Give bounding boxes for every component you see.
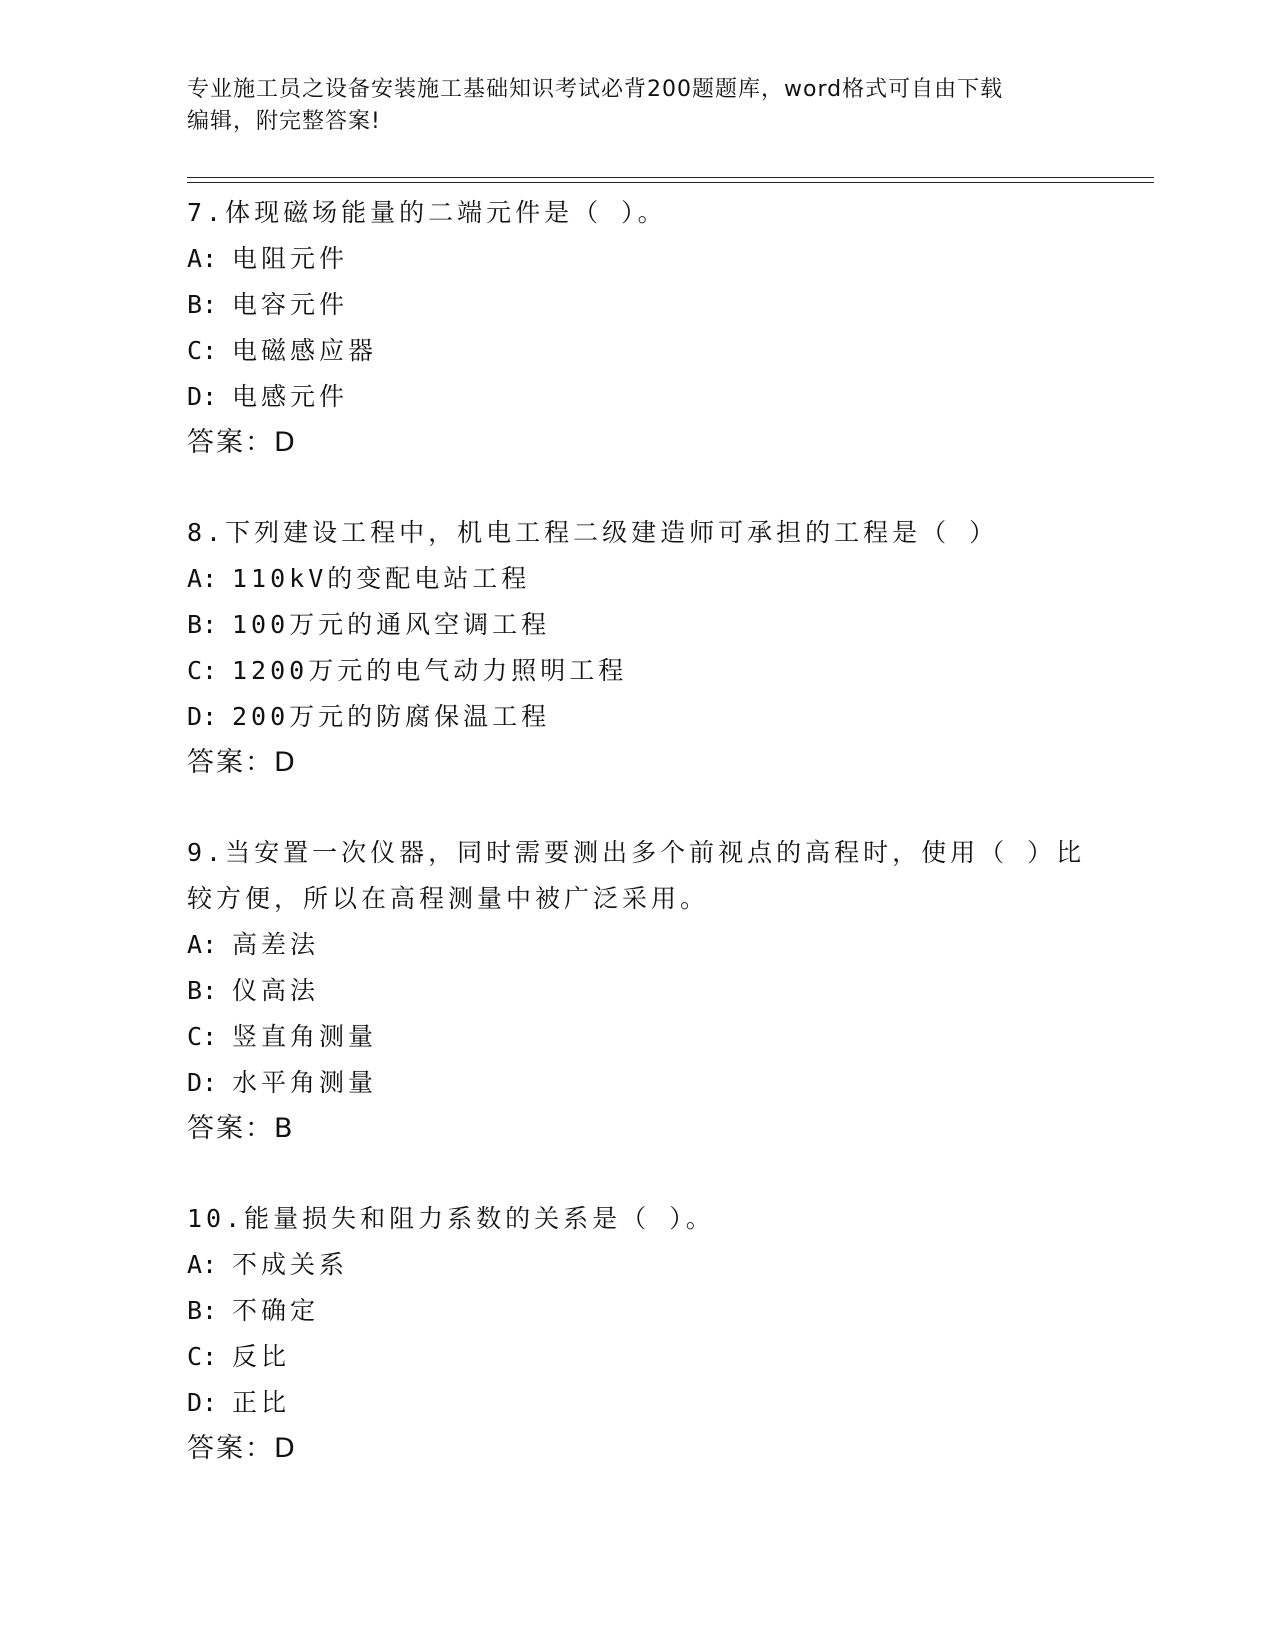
option-key: B: xyxy=(187,976,218,1005)
answer-line: 答案：D xyxy=(187,1433,297,1464)
question-8 xyxy=(187,510,1087,786)
option-d xyxy=(187,694,1087,740)
answer-line: 答案：D xyxy=(187,747,297,778)
option-text: 仪高法 xyxy=(232,976,320,1005)
answer-line: 答案：B xyxy=(187,1113,295,1144)
option-key: D: xyxy=(187,1068,218,1097)
option-text: 电阻元件 xyxy=(232,244,349,273)
option-d xyxy=(187,1060,1087,1106)
option-c xyxy=(187,1014,1087,1060)
question-stem: 9.当安置一次仪器，同时需要测出多个前视点的高程时，使用（ ）比较方便，所以在高程测量中被广泛采用。 xyxy=(187,838,1086,913)
option-text: 水平角测量 xyxy=(232,1068,378,1097)
option-c xyxy=(187,1334,1087,1380)
header-title-line-1: 专业施工员之设备安装施工基础知识考试必背200题题库，word格式可自由下载 xyxy=(187,77,1004,102)
option-c xyxy=(187,328,1087,374)
header-divider-bottom xyxy=(187,182,1154,183)
option-b xyxy=(187,1288,1087,1334)
option-key: D: xyxy=(187,382,218,411)
question-7 xyxy=(187,190,1087,466)
option-text: 电磁感应器 xyxy=(232,336,378,365)
option-text: 反比 xyxy=(232,1342,291,1371)
question-stem: 7.体现磁场能量的二端元件是（ ）。 xyxy=(187,198,667,227)
option-key: B: xyxy=(187,610,218,639)
question-list xyxy=(187,190,1087,1516)
option-text: 110kV的变配电站工程 xyxy=(232,564,531,593)
option-key: C: xyxy=(187,336,218,365)
option-key: D: xyxy=(187,1388,218,1417)
option-key: C: xyxy=(187,1022,218,1051)
document-header xyxy=(187,74,1067,138)
option-a xyxy=(187,236,1087,282)
option-text: 电感元件 xyxy=(232,382,349,411)
option-a xyxy=(187,1242,1087,1288)
header-title-line-2: 编辑，附完整答案! xyxy=(187,109,381,134)
option-d xyxy=(187,1380,1087,1426)
option-key: A: xyxy=(187,244,218,273)
option-key: A: xyxy=(187,564,218,593)
option-b xyxy=(187,968,1087,1014)
option-b xyxy=(187,282,1087,328)
option-text: 100万元的通风空调工程 xyxy=(232,610,551,639)
question-10 xyxy=(187,1196,1087,1472)
option-key: B: xyxy=(187,290,218,319)
option-key: B: xyxy=(187,1296,218,1325)
option-text: 不确定 xyxy=(232,1296,320,1325)
option-text: 200万元的防腐保温工程 xyxy=(232,702,551,731)
option-b xyxy=(187,602,1087,648)
option-key: C: xyxy=(187,1342,218,1371)
answer-line: 答案：D xyxy=(187,427,297,458)
option-text: 竖直角测量 xyxy=(232,1022,378,1051)
option-key: C: xyxy=(187,656,218,685)
header-divider-top xyxy=(187,177,1154,178)
option-text: 正比 xyxy=(232,1388,291,1417)
option-text: 高差法 xyxy=(232,930,320,959)
option-key: A: xyxy=(187,1250,218,1279)
option-text: 1200万元的电气动力照明工程 xyxy=(232,656,628,685)
option-c xyxy=(187,648,1087,694)
question-stem: 8.下列建设工程中，机电工程二级建造师可承担的工程是（ ） xyxy=(187,518,999,547)
option-d xyxy=(187,374,1087,420)
option-text: 不成关系 xyxy=(232,1250,349,1279)
option-a xyxy=(187,922,1087,968)
option-key: A: xyxy=(187,930,218,959)
option-text: 电容元件 xyxy=(232,290,349,319)
question-stem: 10.能量损失和阻力系数的关系是（ ）。 xyxy=(187,1204,715,1233)
option-a xyxy=(187,556,1087,602)
question-9 xyxy=(187,830,1087,1152)
option-key: D: xyxy=(187,702,218,731)
